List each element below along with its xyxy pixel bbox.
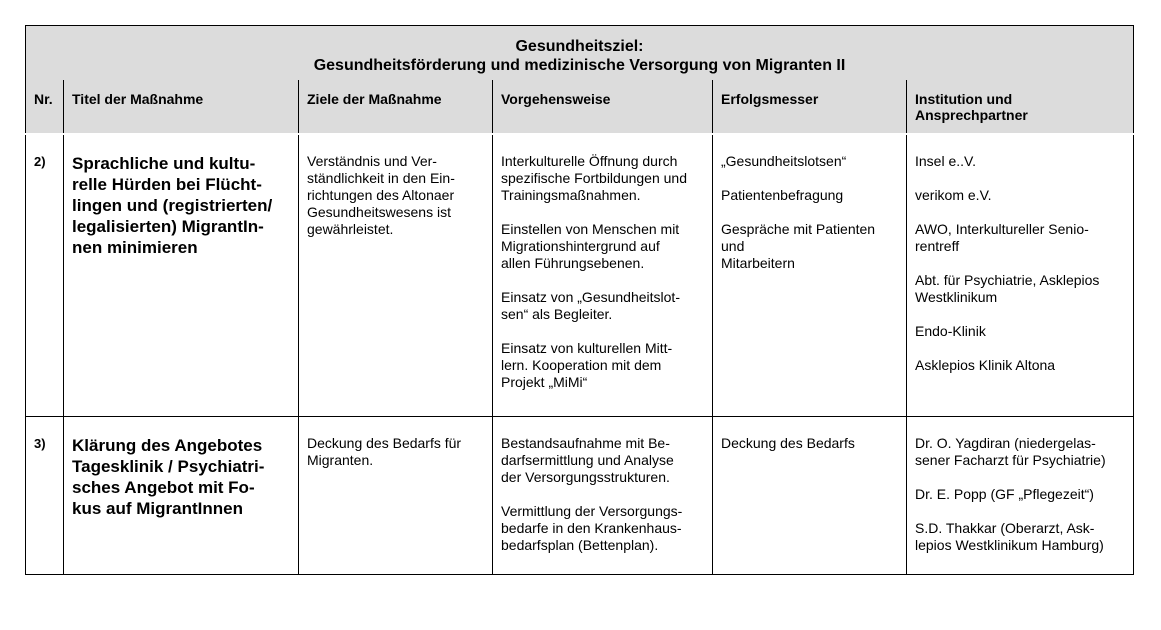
approach-line: Interkulturelle Öffnung durch <box>501 152 678 169</box>
institution-line: Asklepios Klinik Altona <box>915 356 1056 373</box>
institution-paragraph <box>915 357 1125 374</box>
institution-line: AWO, Interkultureller Senio- <box>915 220 1089 237</box>
title-line-2: Gesundheitsförderung und medizinische Versorgung von Migranten II <box>313 57 846 74</box>
institution-paragraph <box>915 221 1125 255</box>
institution-paragraph <box>915 520 1125 554</box>
approach-paragraph <box>501 221 704 272</box>
measure-success-metrics <box>713 134 907 417</box>
goals-line: Verständnis und Ver- <box>307 152 437 169</box>
institution-paragraph <box>915 153 1125 170</box>
approach-line: Projekt „MiMi“ <box>501 373 588 390</box>
success-line: Deckung des Bedarfs <box>721 435 855 451</box>
measure-goals <box>299 134 493 417</box>
approach-paragraph <box>501 340 704 391</box>
header-vorgehensweise: Vorgehensweise <box>493 80 713 134</box>
institution-paragraph <box>915 323 1125 340</box>
measure-title <box>64 134 299 417</box>
approach-line: der Versorgungsstrukturen. <box>501 469 670 485</box>
measure-title-line: sches Angebot mit Fo- <box>72 478 255 497</box>
header-titel: Titel der Maßnahme <box>64 80 299 134</box>
measure-approach <box>493 134 713 417</box>
approach-line: Vermittlung der Versorgungs- <box>501 503 683 519</box>
header-institution-text: Institution und Ansprechpartner <box>915 90 1028 123</box>
approach-line: allen Führungsebenen. <box>501 254 645 271</box>
institution-line: Dr. O. Yagdiran (niedergelas- <box>915 435 1096 451</box>
approach-line: lern. Kooperation mit dem <box>501 356 662 373</box>
goals-line: Migranten. <box>307 452 374 468</box>
goals-line: ständlichkeit in den Ein- <box>307 169 455 186</box>
measures-table <box>25 25 1134 575</box>
approach-line: Einsatz von kulturellen Mitt- <box>501 339 673 356</box>
institution-line: Dr. E. Popp (GF „Pflegezeit“) <box>915 486 1094 502</box>
success-line: und <box>721 237 745 254</box>
measure-institution <box>907 417 1134 575</box>
institution-line: verikom e.V. <box>915 186 992 203</box>
goals-line: gewährleistet. <box>307 220 394 237</box>
institution-paragraph <box>915 486 1125 503</box>
institution-line: rentreff <box>915 237 960 254</box>
measure-institution <box>907 134 1134 417</box>
institution-line: Endo-Klinik <box>915 322 986 339</box>
header-nr: Nr. <box>26 80 64 134</box>
goals-line: Deckung des Bedarfs für <box>307 435 462 451</box>
measure-title-line: Tagesklinik / Psychiatri- <box>72 457 265 476</box>
approach-line: Trainingsmaßnahmen. <box>501 186 641 203</box>
measure-title-line: lingen und (registrierten/ <box>72 195 273 215</box>
measure-success-metrics <box>713 417 907 575</box>
row-number: 3) <box>26 417 64 575</box>
table-title-row <box>26 26 1134 80</box>
measure-title <box>64 417 299 575</box>
institution-line: lepios Westklinikum Hamburg) <box>915 537 1104 553</box>
table-title <box>26 26 1134 80</box>
approach-line: spezifische Fortbildungen und <box>501 169 688 186</box>
institution-paragraph <box>915 187 1125 204</box>
success-paragraph <box>721 153 898 170</box>
measure-title-line: relle Hürden bei Flücht- <box>72 174 262 194</box>
table-row <box>26 417 1134 575</box>
goals-line: Gesundheitswesens ist <box>307 203 451 220</box>
measure-title-line: legalisierten) MigrantIn- <box>72 216 264 236</box>
success-line: Gespräche mit Patienten <box>721 220 876 237</box>
success-paragraph <box>721 187 898 204</box>
institution-line: S.D. Thakkar (Oberarzt, Ask- <box>915 520 1095 536</box>
institution-line: Insel e..V. <box>915 152 976 169</box>
approach-paragraph <box>501 503 704 554</box>
success-paragraph <box>721 221 898 272</box>
header-institution <box>907 80 1134 134</box>
approach-paragraph <box>501 289 704 323</box>
success-line: Mitarbeitern <box>721 254 795 271</box>
header-erfolgsmesser: Erfolgsmesser <box>713 80 907 134</box>
approach-line: Einstellen von Menschen mit <box>501 220 680 237</box>
institution-line: sener Facharzt für Psychiatrie) <box>915 452 1106 468</box>
approach-line: Einsatz von „Gesundheitslot- <box>501 288 680 305</box>
approach-line: Migrationshintergrund auf <box>501 237 660 254</box>
title-line-1: Gesundheitsziel: <box>515 38 644 55</box>
measure-title-line: kus auf MigrantInnen <box>72 499 243 518</box>
measure-goals <box>299 417 493 575</box>
success-line: Patientenbefragung <box>721 186 844 203</box>
approach-line: Bestandsaufnahme mit Be- <box>501 435 670 451</box>
institution-line: Westklinikum <box>915 288 998 305</box>
table-row <box>26 134 1134 417</box>
approach-line: sen“ als Begleiter. <box>501 305 613 322</box>
approach-paragraph <box>501 435 704 486</box>
measure-title-line: Klärung des Angebotes <box>72 436 263 455</box>
approach-paragraph <box>501 153 704 204</box>
success-paragraph <box>721 435 898 452</box>
approach-line: bedarfe in den Krankenhaus- <box>501 520 682 536</box>
approach-line: bedarfsplan (Bettenplan). <box>501 537 659 553</box>
measure-title-line: nen minimieren <box>72 237 198 257</box>
goals-line: richtungen des Altonaer <box>307 186 455 203</box>
institution-line: Abt. für Psychiatrie, Asklepios <box>915 271 1100 288</box>
approach-line: darfsermittlung und Analyse <box>501 452 674 468</box>
institution-paragraph <box>915 435 1125 469</box>
success-line: „Gesundheitslotsen“ <box>721 152 847 169</box>
table-header-row <box>26 80 1134 134</box>
measure-approach <box>493 417 713 575</box>
row-number: 2) <box>26 134 64 417</box>
header-ziele: Ziele der Maßnahme <box>299 80 493 134</box>
measure-title-line: Sprachliche und kultu- <box>72 153 256 173</box>
institution-paragraph <box>915 272 1125 306</box>
